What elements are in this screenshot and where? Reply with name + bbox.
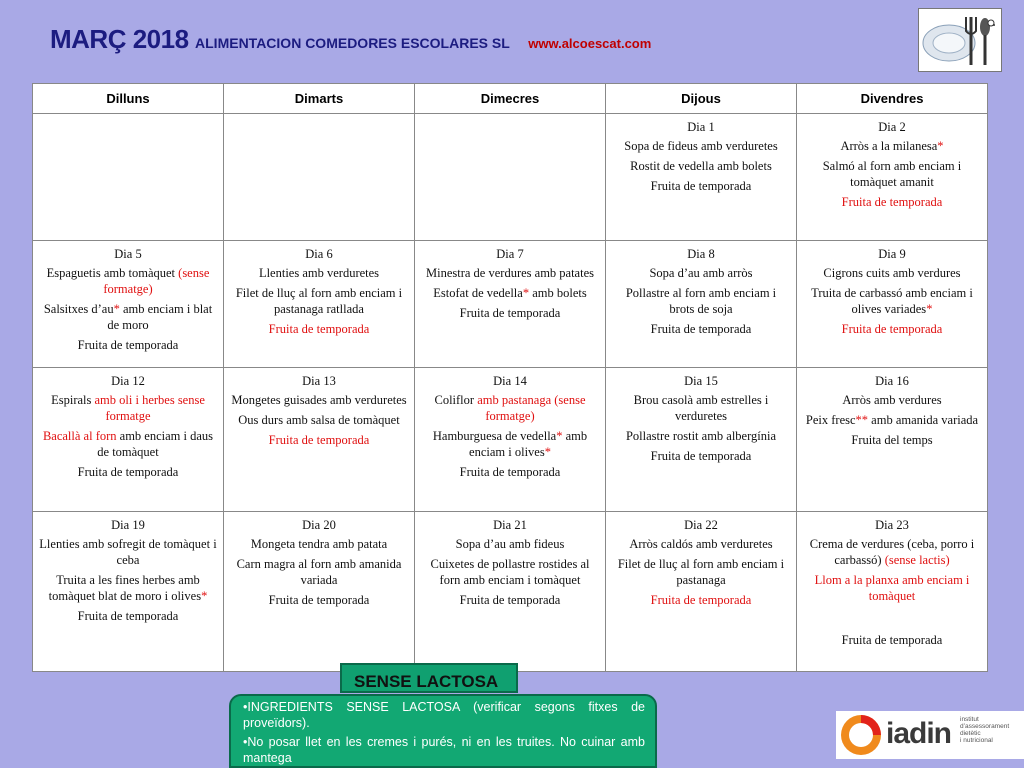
dish-text: Arròs caldós amb verduretes [629, 537, 773, 551]
dish-text: Fruita del temps [851, 433, 933, 447]
day-number: Dia 5 [114, 247, 142, 261]
dish-text: amb bolets [529, 286, 587, 300]
dish-note-red: amb oli i herbes sense formatge [94, 393, 205, 423]
day-cell-friday [797, 241, 988, 368]
dish-item [39, 428, 217, 460]
day-number: Dia 21 [493, 518, 527, 532]
day-cell-monday [33, 241, 224, 368]
day-cell-monday [33, 512, 224, 672]
dish-item [612, 448, 790, 464]
dish-text: Sopa d’au amb fideus [455, 537, 565, 551]
day-number: Dia 6 [305, 247, 333, 261]
day-number: Dia 19 [111, 518, 145, 532]
dish-note-red: amb pastanaga (sense formatge) [477, 393, 586, 423]
dish-text: Fruita de temporada [841, 633, 943, 647]
iadin-subtitle-line: d’assessorament [960, 723, 1010, 730]
dish-item [803, 572, 981, 604]
dish-item [421, 392, 599, 424]
dish-text: Carn magra al forn amb amanida variada [236, 557, 402, 587]
day-number: Dia 2 [878, 120, 906, 134]
dish-note-red: * [522, 286, 530, 300]
dish-item [612, 592, 790, 608]
dish-note-red: Fruita de temporada [268, 433, 370, 447]
dish-text: Pollastre rostit amb albergínia [625, 429, 777, 443]
dish-item [421, 428, 599, 460]
weekday-header-row [33, 84, 988, 114]
dish-text: Espaguetis amb tomàquet [46, 266, 179, 280]
spacer [803, 608, 981, 632]
day-cell-wednesday [415, 512, 606, 672]
dish-text: Arròs a la milanesa [840, 139, 938, 153]
dish-item [803, 158, 981, 190]
day-cell-wednesday [415, 241, 606, 368]
header-thursday: Dijous [606, 84, 797, 114]
day-cell-tuesday [224, 114, 415, 241]
dish-text: Espirals [51, 393, 95, 407]
dish-item [39, 464, 217, 480]
dish-item [612, 428, 790, 444]
dish-note-red: ** [855, 413, 869, 427]
dish-item [39, 392, 217, 424]
dish-text: Fruita de temporada [459, 306, 561, 320]
iadin-subtitle-line: i nutricional [960, 737, 993, 744]
dish-text: Mongeta tendra amb patata [250, 537, 388, 551]
dish-note-red: Fruita de temporada [841, 322, 943, 336]
week-row [33, 114, 988, 241]
dish-note-red: Fruita de temporada [268, 322, 370, 336]
dish-text: Filet de lluç al forn amb enciam i pastanaga ratllada [235, 286, 403, 316]
dish-item [39, 265, 217, 297]
dish-item [421, 305, 599, 321]
day-cell-thursday [606, 114, 797, 241]
dish-item [39, 608, 217, 624]
day-cell-monday [33, 368, 224, 512]
day-number: Dia 16 [875, 374, 909, 388]
dish-item [612, 536, 790, 552]
iadin-mark-icon [838, 712, 884, 758]
dish-item [803, 285, 981, 317]
day-number: Dia 20 [302, 518, 336, 532]
dish-text: Truita a les fines herbes amb tomàquet blat de moro i olives [48, 573, 202, 603]
dish-item [230, 412, 408, 428]
week-row [33, 241, 988, 368]
dish-item [230, 432, 408, 448]
day-number: Dia 13 [302, 374, 336, 388]
dish-text: Fruita de temporada [77, 338, 179, 352]
day-number: Dia 23 [875, 518, 909, 532]
dish-note-red: * [544, 445, 551, 459]
dish-note-red: * [937, 139, 944, 153]
dish-item [612, 392, 790, 424]
week-row [33, 512, 988, 672]
dish-text: Fruita de temporada [268, 593, 370, 607]
day-number: Dia 8 [687, 247, 715, 261]
dish-text: Fruita de temporada [77, 465, 179, 479]
dish-item [612, 556, 790, 588]
day-cell-tuesday [224, 368, 415, 512]
day-number: Dia 7 [496, 247, 524, 261]
dish-text: Llenties amb sofregit de tomàquet i ceba [39, 537, 217, 567]
dish-item [612, 285, 790, 317]
day-cell-tuesday [224, 512, 415, 672]
day-cell-friday [797, 114, 988, 241]
dish-item [230, 392, 408, 408]
dish-note-red: Fruita de temporada [841, 195, 943, 209]
day-number: Dia 15 [684, 374, 718, 388]
dish-item [612, 138, 790, 154]
dish-item [230, 285, 408, 317]
dish-item [39, 536, 217, 568]
dish-item [803, 194, 981, 210]
day-number: Dia 1 [687, 120, 715, 134]
day-number: Dia 14 [493, 374, 527, 388]
day-cell-wednesday [415, 114, 606, 241]
dish-item [39, 301, 217, 333]
dish-text: Salsitxes d’au [43, 302, 114, 316]
dish-note-red: * [556, 429, 563, 443]
day-cell-thursday [606, 512, 797, 672]
dish-text: Sopa de fideus amb verduretes [624, 139, 778, 153]
dish-text: amb enciam i olives [469, 429, 588, 459]
iadin-wordmark: iadin [886, 717, 952, 750]
lactose-free-notes [229, 694, 657, 768]
dish-text: Ous durs amb salsa de tomàquet [238, 413, 400, 427]
dish-note-red: Llom a la planxa amb enciam i tomàquet [814, 573, 970, 603]
day-cell-monday [33, 114, 224, 241]
day-cell-thursday [606, 241, 797, 368]
dish-item [421, 265, 599, 281]
day-cell-tuesday [224, 241, 415, 368]
iadin-subtitle-line: dietètic [960, 730, 981, 737]
dish-item [421, 592, 599, 608]
website-link[interactable]: www.alcoescat.com [528, 36, 652, 51]
dish-item [612, 178, 790, 194]
dish-text: amb amanida variada [868, 413, 979, 427]
dish-item [421, 556, 599, 588]
dish-item [421, 536, 599, 552]
dish-item [421, 285, 599, 301]
dish-text: Rostit de vedella amb bolets [630, 159, 772, 173]
dish-note-red: * [113, 302, 120, 316]
dish-text: Fruita de temporada [459, 593, 561, 607]
dish-text: Pollastre al forn amb enciam i brots de soja [625, 286, 777, 316]
page-title [50, 24, 651, 55]
dish-item [803, 392, 981, 408]
dish-text: Fruita de temporada [650, 322, 752, 336]
dish-text: Arròs amb verdures [842, 393, 942, 407]
dish-text: Crema de verdures (ceba, porro i carbassó) [809, 537, 975, 567]
dish-note-red: Bacallà al forn [42, 429, 117, 443]
dish-text: Hamburguesa de vedella [432, 429, 557, 443]
header-tuesday: Dimarts [224, 84, 415, 114]
dish-item [612, 265, 790, 281]
day-number: Dia 22 [684, 518, 718, 532]
dish-text: Cigrons cuits amb verdures [823, 266, 961, 280]
dish-text: Brou casolà amb estrelles i verduretes [633, 393, 769, 423]
dish-text: Truita de carbassó amb enciam i olives variades [811, 286, 973, 316]
dish-text: Sopa d’au amb arròs [649, 266, 753, 280]
day-cell-friday [797, 512, 988, 672]
day-number: Dia 9 [878, 247, 906, 261]
dish-note-red: * [926, 302, 933, 316]
day-cell-thursday [606, 368, 797, 512]
cutlery-logo-icon [918, 8, 1002, 72]
dish-item [230, 321, 408, 337]
note-line: •INGREDIENTS SENSE LACTOSA (verificar segons fitxes de proveïdors). [243, 700, 645, 730]
dish-item [803, 632, 981, 648]
note-line: •No posar llet en les cremes i purés, ni en les truites. No cuinar amb mantega [243, 735, 645, 765]
dish-note-red: * [201, 589, 208, 603]
dish-item [421, 464, 599, 480]
dish-text: Fruita de temporada [459, 465, 561, 479]
company-name: ALIMENTACION COMEDORES ESCOLARES SL [195, 35, 510, 51]
header-wednesday: Dimecres [415, 84, 606, 114]
dish-text: Fruita de temporada [650, 179, 752, 193]
iadin-subtitle [960, 716, 1009, 744]
day-cell-friday [797, 368, 988, 512]
dish-text: amb enciam i blat de moro [107, 302, 213, 332]
dish-item [803, 138, 981, 154]
dish-text: Peix fresc [805, 413, 856, 427]
dish-item [230, 556, 408, 588]
day-cell-wednesday [415, 368, 606, 512]
lactose-free-tag: SENSE LACTOSA [340, 663, 518, 693]
dish-text: Coliflor [434, 393, 478, 407]
dish-text: Estofat de vedella [433, 286, 523, 300]
dish-note-red: (sense formatge) [103, 266, 210, 296]
dish-text: Fruita de temporada [77, 609, 179, 623]
dish-text: Cuixetes de pollastre rostides al forn amb enciam i tomàquet [430, 557, 590, 587]
dish-item [612, 321, 790, 337]
week-row [33, 368, 988, 512]
dish-item [230, 265, 408, 281]
day-number: Dia 12 [111, 374, 145, 388]
dish-item [230, 536, 408, 552]
dish-item [612, 158, 790, 174]
dish-text: Mongetes guisades amb verduretes [231, 393, 407, 407]
dish-item [803, 432, 981, 448]
dish-note-red: Fruita de temporada [650, 593, 752, 607]
dish-text: Salmó al forn amb enciam i tomàquet amanit [822, 159, 962, 189]
weekly-menu-table [32, 83, 988, 672]
dish-text: Minestra de verdures amb patates [426, 266, 594, 280]
dish-item [803, 265, 981, 281]
dish-item [39, 337, 217, 353]
dish-text: Llenties amb verduretes [258, 266, 380, 280]
header-monday: Dilluns [33, 84, 224, 114]
dish-text: Filet de lluç al forn amb enciam i pastanaga [617, 557, 785, 587]
header-friday: Divendres [797, 84, 988, 114]
month-title: MARÇ 2018 [50, 24, 189, 54]
dish-item [39, 572, 217, 604]
iadin-logo [836, 711, 1024, 759]
dish-text: amb enciam i daus de tomàquet [97, 429, 214, 459]
iadin-subtitle-line: institut [960, 716, 979, 723]
dish-item [803, 321, 981, 337]
dish-item [230, 592, 408, 608]
dish-note-red: (sense lactis) [884, 553, 950, 567]
dish-item [803, 536, 981, 568]
dish-item [803, 412, 981, 428]
dish-text: Fruita de temporada [650, 449, 752, 463]
